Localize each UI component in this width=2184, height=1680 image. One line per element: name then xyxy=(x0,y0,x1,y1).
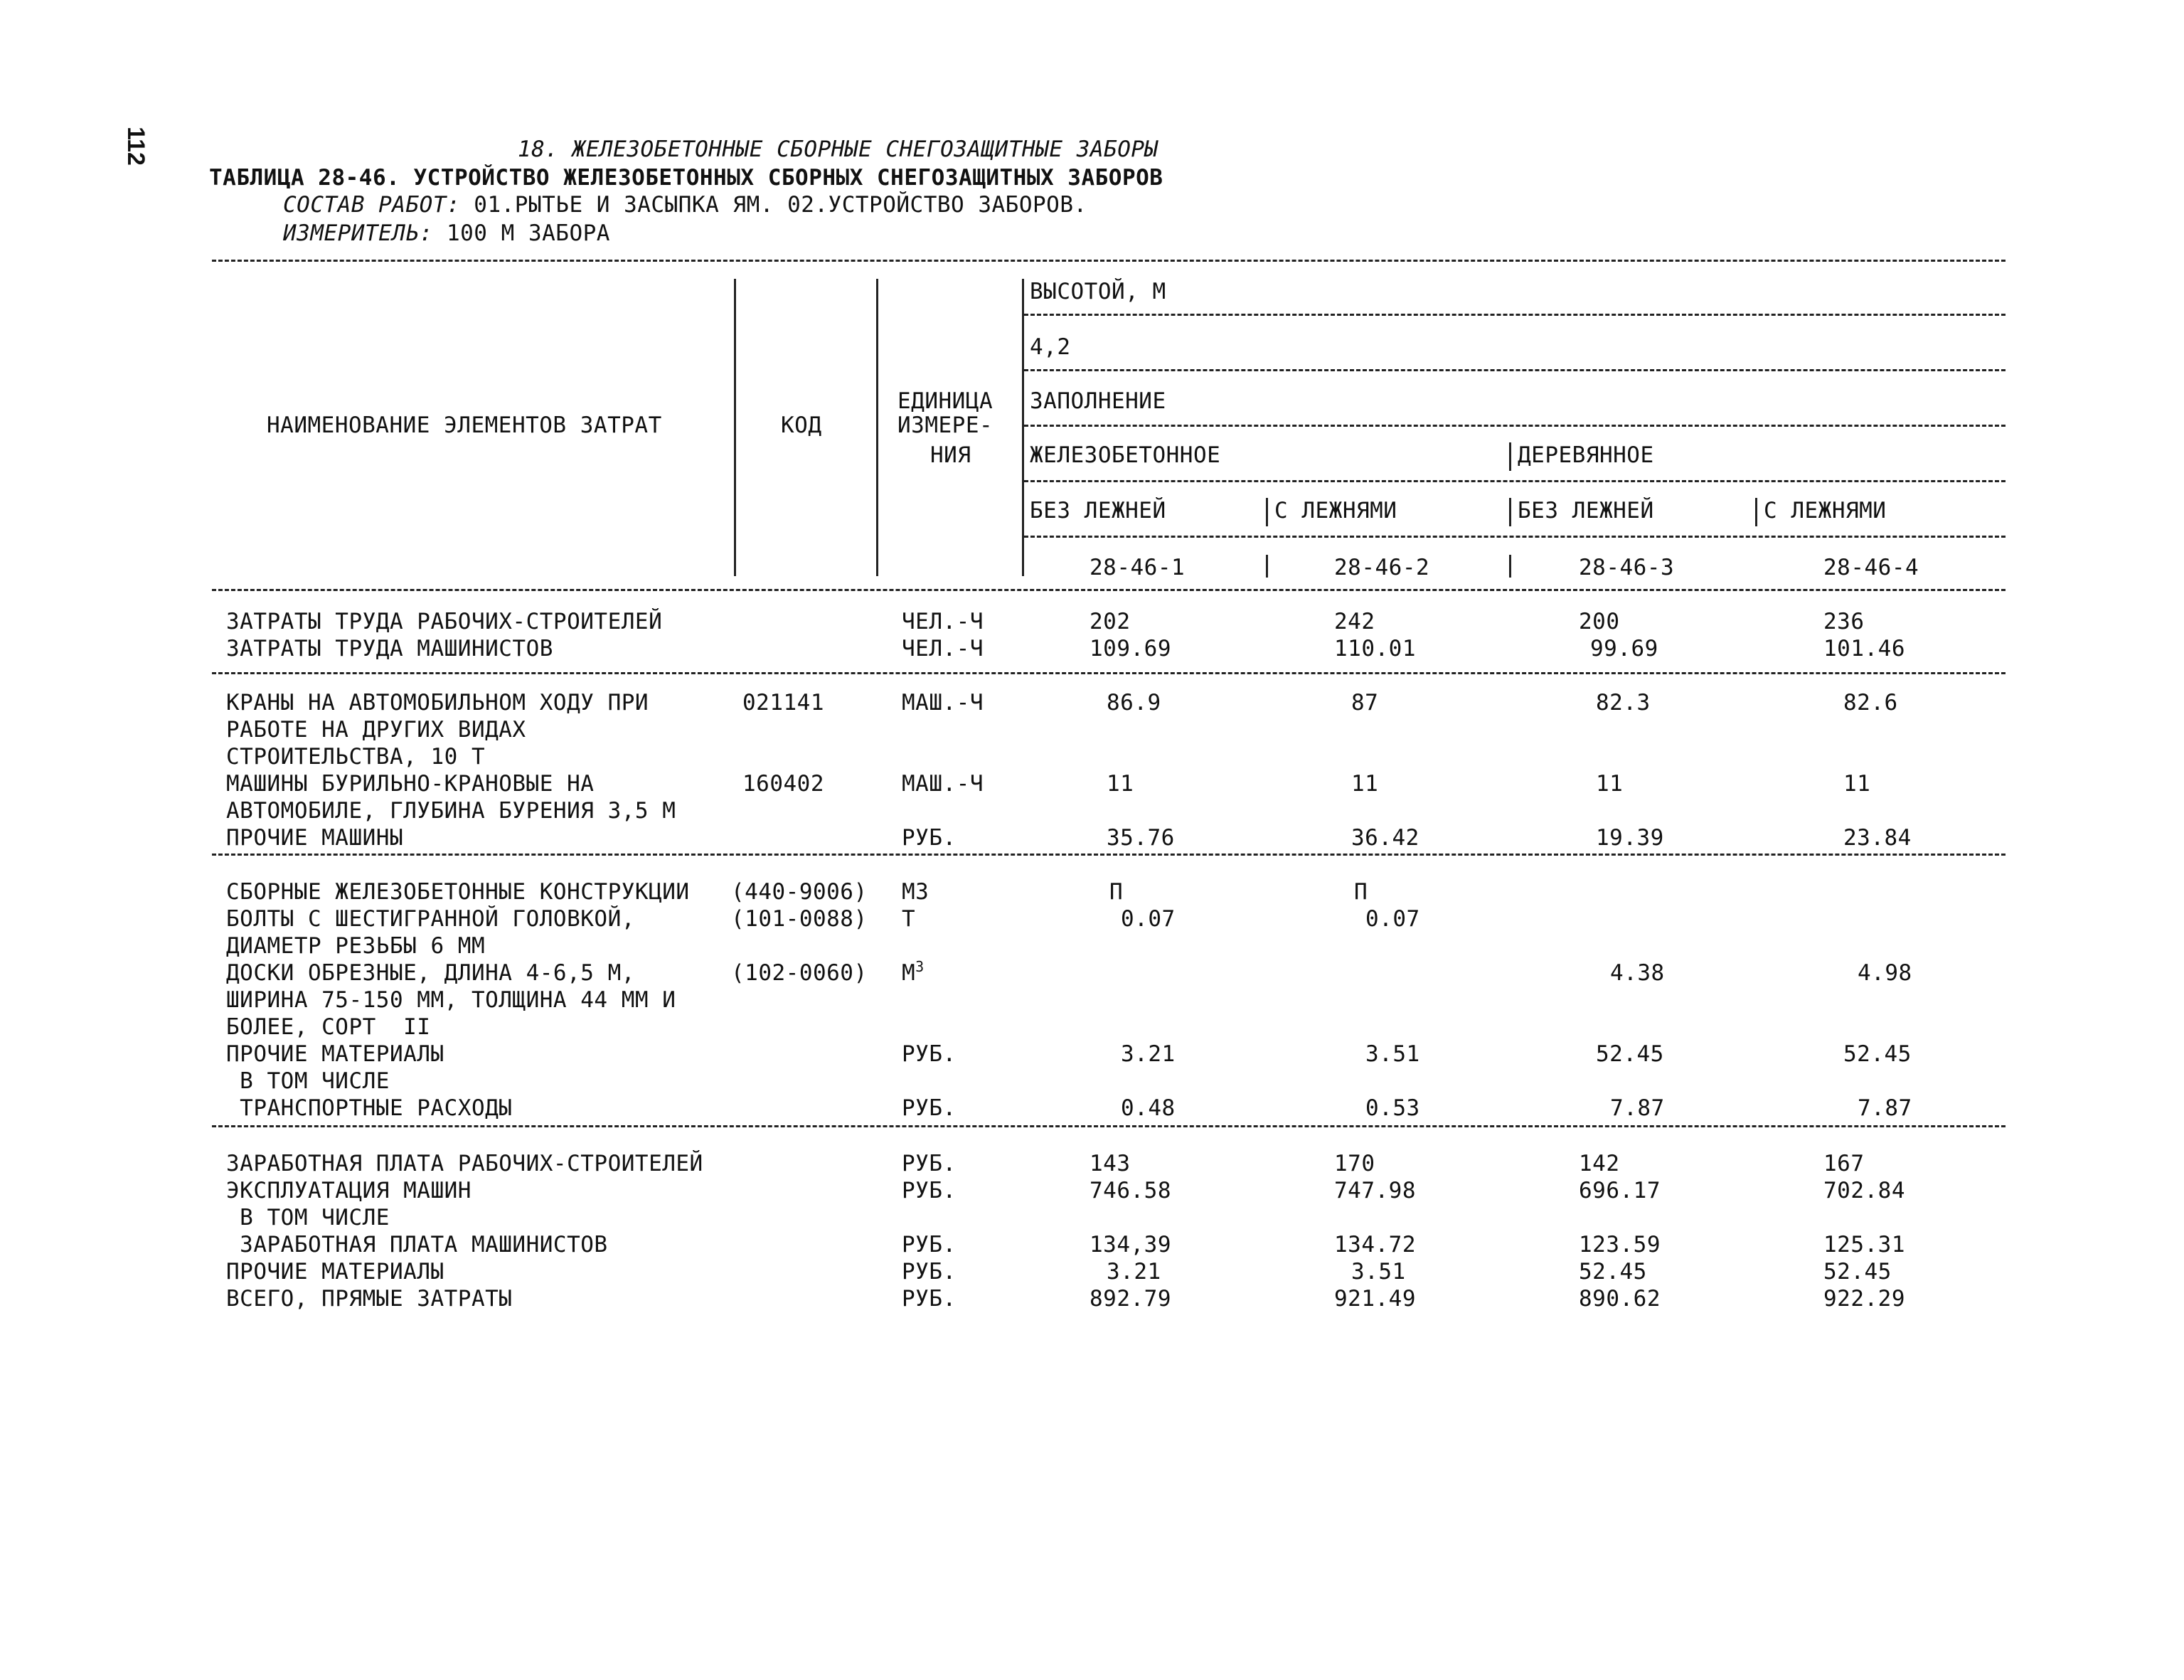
row-value: 143 xyxy=(1090,1151,1131,1176)
row-name: ЗАТРАТЫ ТРУДА РАБОЧИХ-СТРОИТЕЛЕЙ xyxy=(226,609,663,634)
table-top-rule xyxy=(212,260,2005,262)
header-sub: С ЛЕЖНЯМИ xyxy=(1764,498,1887,523)
row-value: 921.49 xyxy=(1334,1286,1416,1312)
header-separator xyxy=(1022,279,1024,576)
row-value: 82.6 xyxy=(1843,690,1898,716)
row-name: СБОРНЫЕ ЖЕЛЕЗОБЕТОННЫЕ КОНСТРУКЦИИ xyxy=(226,879,690,905)
measure-line xyxy=(283,220,610,246)
row-value: 4.38 xyxy=(1610,960,1665,986)
row-value: 23.84 xyxy=(1843,825,1912,851)
row-value: 11 xyxy=(1843,771,1871,797)
header-separator xyxy=(876,279,878,576)
row-value: 142 xyxy=(1579,1151,1620,1176)
row-unit: МАШ.-Ч xyxy=(902,690,984,716)
header-unit-col: ИЗМЕРЕ- xyxy=(897,413,994,438)
row-unit: Т xyxy=(902,906,916,932)
row-value: 87 xyxy=(1351,690,1379,716)
composition-text: 01.РЫТЬЕ И ЗАСЫПКА ЯМ. 02.УСТРОЙСТВО ЗАБОРОВ. xyxy=(460,192,1087,218)
row-value: 746.58 xyxy=(1090,1178,1171,1203)
row-value: 0.07 xyxy=(1365,906,1420,932)
header-wooden: ДЕРЕВЯННОЕ xyxy=(1518,442,1654,468)
header-code-col: КОД xyxy=(781,413,822,438)
row-value: 134.72 xyxy=(1334,1232,1416,1258)
row-unit: РУБ. xyxy=(902,1041,957,1067)
row-name: В ТОМ ЧИСЛЕ xyxy=(226,1205,390,1230)
row-unit: РУБ. xyxy=(902,1232,957,1258)
header-separator xyxy=(1755,498,1757,526)
row-value: 0.53 xyxy=(1365,1095,1420,1121)
header-separator xyxy=(1509,442,1511,471)
row-value: 19.39 xyxy=(1596,825,1664,851)
row-unit: М3 xyxy=(902,879,929,905)
header-concrete: ЖЕЛЕЗОБЕТОННОЕ xyxy=(1030,442,1221,468)
section-title: 18. ЖЕЛЕЗОБЕТОННЫЕ СБОРНЫЕ СНЕГОЗАЩИТНЫЕ ЗАБОРЫ xyxy=(518,137,1158,162)
row-name: БОЛТЫ С ШЕСТИГРАННОЙ ГОЛОВКОЙ, xyxy=(226,906,635,932)
row-value: 170 xyxy=(1334,1151,1375,1176)
row-value: 11 xyxy=(1107,771,1134,797)
section-rule xyxy=(212,672,2005,674)
row-value: 922.29 xyxy=(1823,1286,1905,1312)
header-separator xyxy=(1266,555,1268,578)
header-rule xyxy=(1024,314,2005,316)
header-unit-col: ЕДИНИЦА xyxy=(897,388,994,414)
row-value: 86.9 xyxy=(1107,690,1161,716)
row-value: 7.87 xyxy=(1858,1095,1912,1121)
row-value: 242 xyxy=(1334,609,1375,634)
header-separator xyxy=(1509,498,1511,526)
row-name: ЗАРАБОТНАЯ ПЛАТА МАШИНИСТОВ xyxy=(226,1232,608,1258)
row-value: 11 xyxy=(1351,771,1379,797)
header-separator xyxy=(734,279,736,576)
section-rule xyxy=(212,854,2005,856)
row-value: 200 xyxy=(1579,609,1620,634)
row-value: 7.87 xyxy=(1610,1095,1665,1121)
row-value: 11 xyxy=(1596,771,1624,797)
header-height: ВЫСОТОЙ, М xyxy=(1030,279,1166,304)
header-sub: БЕЗ ЛЕЖНЕЙ xyxy=(1518,498,1654,523)
row-value: 892.79 xyxy=(1090,1286,1171,1312)
row-unit: МАШ.-Ч xyxy=(902,771,984,797)
row-value: П xyxy=(1354,879,1368,905)
row-value: 702.84 xyxy=(1823,1178,1905,1203)
header-rule xyxy=(1024,369,2005,371)
row-name: В ТОМ ЧИСЛЕ xyxy=(226,1068,390,1094)
row-unit: РУБ. xyxy=(902,1286,957,1312)
row-value: 82.3 xyxy=(1596,690,1651,716)
row-value: 110.01 xyxy=(1334,636,1416,661)
row-value: 3.51 xyxy=(1365,1041,1420,1067)
row-name: ВСЕГО, ПРЯМЫЕ ЗАТРАТЫ xyxy=(226,1286,513,1312)
row-code: 021141 xyxy=(742,690,824,716)
header-rule xyxy=(1024,425,2005,427)
row-name: ПРОЧИЕ МАТЕРИАЛЫ xyxy=(226,1259,444,1285)
row-unit: РУБ. xyxy=(902,1151,957,1176)
row-value: 890.62 xyxy=(1579,1286,1661,1312)
row-name: ТРАНСПОРТНЫЕ РАСХОДЫ xyxy=(226,1095,513,1121)
measure-text: 100 М ЗАБОРА xyxy=(432,220,610,246)
unit-superscript: 3 xyxy=(915,958,925,975)
row-name: КРАНЫ НА АВТОМОБИЛЬНОМ ХОДУ ПРИ xyxy=(226,690,649,716)
row-value: 747.98 xyxy=(1334,1178,1416,1203)
row-value: 3.21 xyxy=(1121,1041,1176,1067)
unit-base: М xyxy=(902,960,916,986)
row-value: 202 xyxy=(1090,609,1131,634)
row-value: 52.45 xyxy=(1843,1041,1912,1067)
row-unit: РУБ. xyxy=(902,1178,957,1203)
row-value: 52.45 xyxy=(1823,1259,1892,1285)
table-title: ТАБЛИЦА 28-46. УСТРОЙСТВО ЖЕЛЕЗОБЕТОННЫХ СБОРНЫХ СНЕГОЗАЩИТНЫХ ЗАБОРОВ xyxy=(209,165,1163,191)
row-value: 236 xyxy=(1823,609,1865,634)
header-code: 28-46-3 xyxy=(1579,555,1675,580)
row-name: ЗАРАБОТНАЯ ПЛАТА РАБОЧИХ-СТРОИТЕЛЕЙ xyxy=(226,1151,703,1176)
header-code: 28-46-2 xyxy=(1334,555,1430,580)
row-name: ДИАМЕТР РЕЗЬБЫ 6 ММ xyxy=(226,933,486,959)
row-unit: РУБ. xyxy=(902,1095,957,1121)
row-value: 52.45 xyxy=(1596,1041,1664,1067)
row-value: 3.51 xyxy=(1351,1259,1406,1285)
header-filling: ЗАПОЛНЕНИЕ xyxy=(1030,388,1166,414)
header-rule xyxy=(1024,536,2005,538)
row-unit: РУБ. xyxy=(902,825,957,851)
row-value: 99.69 xyxy=(1590,636,1658,661)
header-name-col: НАИМЕНОВАНИЕ ЭЛЕМЕНТОВ ЗАТРАТ xyxy=(267,413,662,438)
row-name: ДОСКИ ОБРЕЗНЫЕ, ДЛИНА 4-6,5 М, xyxy=(226,960,635,986)
header-unit-col: НИЯ xyxy=(930,442,971,468)
row-code: (440-9006) xyxy=(731,879,868,905)
composition-label: СОСТАВ РАБОТ: xyxy=(283,192,461,218)
row-value: 123.59 xyxy=(1579,1232,1661,1258)
row-value: 134,39 xyxy=(1090,1232,1171,1258)
row-value: 0.07 xyxy=(1121,906,1176,932)
row-value: 4.98 xyxy=(1858,960,1912,986)
header-code: 28-46-1 xyxy=(1090,555,1186,580)
row-unit: ЧЕЛ.-Ч xyxy=(902,609,984,634)
row-unit: РУБ. xyxy=(902,1259,957,1285)
row-code: (102-0060) xyxy=(731,960,868,986)
row-name: ЭКСПЛУАТАЦИЯ МАШИН xyxy=(226,1178,472,1203)
header-bottom-rule xyxy=(212,589,2005,591)
row-name: СТРОИТЕЛЬСТВА, 10 Т xyxy=(226,744,486,770)
header-separator xyxy=(1266,498,1268,526)
composition-line xyxy=(283,192,1087,218)
row-value: 0.48 xyxy=(1121,1095,1176,1121)
row-name: ПРОЧИЕ МАТЕРИАЛЫ xyxy=(226,1041,444,1067)
header-sub: С ЛЕЖНЯМИ xyxy=(1274,498,1397,523)
row-name: ШИРИНА 75-150 ММ, ТОЛЩИНА 44 ММ И xyxy=(226,987,676,1013)
measure-label: ИЗМЕРИТЕЛЬ: xyxy=(283,220,433,246)
row-name: ЗАТРАТЫ ТРУДА МАШИНИСТОВ xyxy=(226,636,553,661)
row-value: 167 xyxy=(1823,1151,1865,1176)
row-value: П xyxy=(1109,879,1124,905)
row-value: 109.69 xyxy=(1090,636,1171,661)
row-name: АВТОМОБИЛЕ, ГЛУБИНА БУРЕНИЯ 3,5 М xyxy=(226,798,676,824)
row-name: МАШИНЫ БУРИЛЬНО-КРАНОВЫЕ НА xyxy=(226,771,595,797)
row-name: БОЛЕЕ, СОРТ II xyxy=(226,1014,431,1040)
header-sub: БЕЗ ЛЕЖНЕЙ xyxy=(1030,498,1166,523)
row-value: 36.42 xyxy=(1351,825,1419,851)
row-value: 35.76 xyxy=(1107,825,1175,851)
page-number: 112 xyxy=(122,127,149,166)
row-name: ПРОЧИЕ МАШИНЫ xyxy=(226,825,404,851)
row-code: (101-0088) xyxy=(731,906,868,932)
row-unit: ЧЕЛ.-Ч xyxy=(902,636,984,661)
header-rule xyxy=(1024,480,2005,482)
row-value: 696.17 xyxy=(1579,1178,1661,1203)
row-value: 52.45 xyxy=(1579,1259,1647,1285)
row-code: 160402 xyxy=(742,771,824,797)
row-name: РАБОТЕ НА ДРУГИХ ВИДАХ xyxy=(226,717,526,743)
row-unit xyxy=(902,960,925,986)
row-value: 101.46 xyxy=(1823,636,1905,661)
header-height-value: 4,2 xyxy=(1030,334,1071,360)
row-value: 3.21 xyxy=(1107,1259,1161,1285)
row-value: 125.31 xyxy=(1823,1232,1905,1258)
header-separator xyxy=(1509,555,1511,578)
section-rule xyxy=(212,1125,2005,1127)
header-code: 28-46-4 xyxy=(1823,555,1919,580)
